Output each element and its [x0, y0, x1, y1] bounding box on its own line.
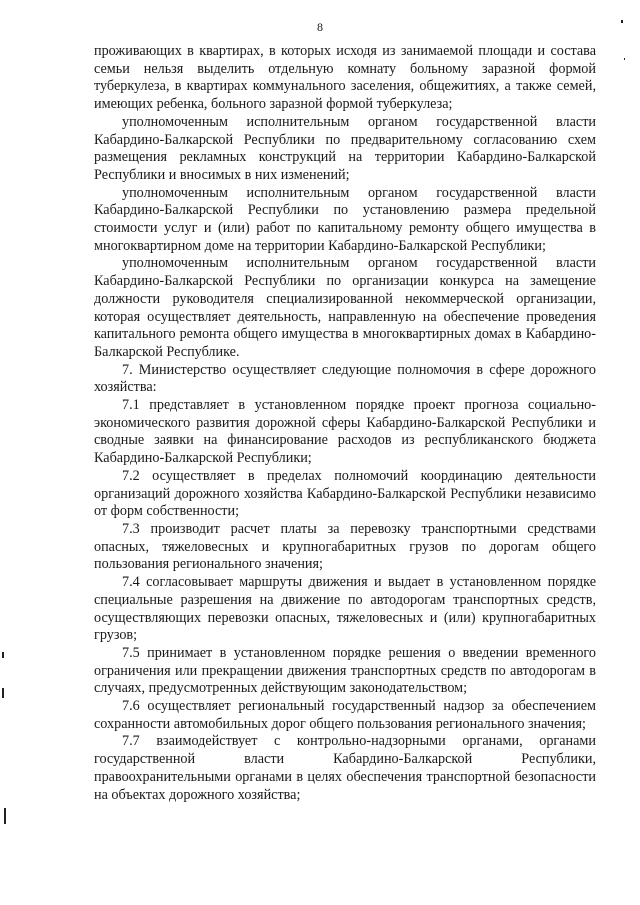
scan-mark-left-1: [2, 652, 4, 658]
page-number: 8: [317, 20, 323, 34]
paragraph-7-3: 7.3 производит расчет платы за перевозку транспортными средствами опасных, тяжеловесных и крупногабаритных грузов по дорогам общего пользования регионального значения;: [94, 520, 596, 573]
paragraph-7-5: 7.5 принимает в установленном порядке решения о введении временного ограничения или прекращении движения транспортных средств по автодорогам в случаях, предусмотренных действующим законодательством;: [94, 644, 596, 697]
paragraph-7-6: 7.6 осуществляет региональный государственный надзор за обеспечением сохранности автомобильных дорог общего пользования регионального значения;: [94, 698, 596, 732]
scan-mark-right: [624, 58, 625, 60]
document-body: [94, 43, 596, 804]
paragraph-7-7: 7.7 взаимодействует с контрольно-надзорными органами, органами государственной власти Кабардино-Балкарской Республики, правоохранительными органами в целях обеспечения транспортной безопасности на объектах дорожного хозяйства;: [94, 733, 596, 803]
paragraph-7-4: 7.4 согласовывает маршруты движения и выдает в установленном порядке специальные разрешения на движение по автодорогам транспортных средств, осуществляющих перевозки опасных, тяжеловесных и (или) крупногабаритных грузов;: [94, 574, 596, 644]
paragraph-continuation: проживающих в квартирах, в которых исходя из занимаемой площади и состава семьи нельзя выделить отдельную комнату больному заразной формой туберкулеза, в квартирах коммунального заселения, общежитиях, а также семей, имеющих ребенка, больного заразной формой туберкулеза;: [94, 43, 596, 113]
paragraph-competition-authority: уполномоченным исполнительным органом государственной власти Кабардино-Балкарской Республики по организации конкурса на замещение должности руководителя специализированной некоммерческой организации, которая осуществляет деятельность, направленную на обеспечение проведения капитального ремонта общего имущества в многоквартирных домах в Кабардино-Балкарской Республике.: [94, 255, 596, 360]
scan-mark-left-3: [4, 808, 6, 824]
scan-mark-top-right: [621, 20, 623, 23]
paragraph-section-7: 7. Министерство осуществляет следующие полномочия в сфере дорожного хозяйства:: [94, 361, 596, 396]
paragraph-7-2: 7.2 осуществляет в пределах полномочий координацию деятельности организаций дорожного хозяйства Кабардино-Балкарской Республики независимо от форм собственности;: [94, 467, 596, 520]
scan-mark-left-2: [2, 688, 4, 698]
paragraph-repair-cost-authority: уполномоченным исполнительным органом государственной власти Кабардино-Балкарской Республики по установлению размера предельной стоимости услуг и (или) работ по капитальному ремонту общего имущества в многоквартирном доме на территории Кабардино-Балкарской Республики;: [94, 184, 596, 254]
paragraph-advertising-authority: уполномоченным исполнительным органом государственной власти Кабардино-Балкарской Республики по предварительному согласованию схем размещения рекламных конструкций на территории Кабардино-Балкарской Республики и вносимых в них изменений;: [94, 113, 596, 183]
paragraph-7-1: 7.1 представляет в установленном порядке проект прогноза социально-экономического развития дорожной сферы Кабардино-Балкарской Республики и сводные заявки на финансирование расходов из республиканского бюджета Кабардино-Балкарской Республики;: [94, 397, 596, 467]
